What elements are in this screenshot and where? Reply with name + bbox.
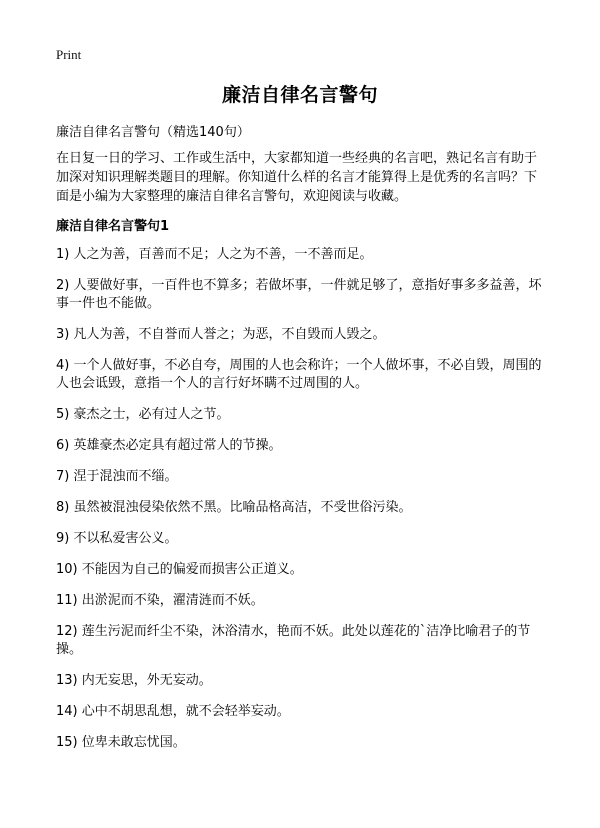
quote-item: 15) 位卑未敢忘忧国。 xyxy=(56,735,186,750)
quote-item: 13) 内无妄思，外无妄动。 xyxy=(56,673,212,688)
quote-item: 12) 莲生污泥而纤尘不染，沐浴清水，艳而不妖。此处以莲花的`洁净比喻君子的节操。 xyxy=(56,624,531,657)
intro-paragraph: 在日复一日的学习、工作或生活中，大家都知道一些经典的名言吧，熟记名言有助于加深对知识理解类题目的理解。你知道什么样的名言才能算得上是优秀的名言吗？下面是小编为大家整理的廉洁自律名言警句，欢迎阅读与收藏。 xyxy=(56,151,538,204)
quote-item: 9) 不以私爱害公义。 xyxy=(56,531,178,546)
quote-list xyxy=(56,246,548,765)
page-title: 廉洁自律名言警句 xyxy=(221,84,378,106)
quote-item: 2) 人要做好事，一百件也不算多；若做坏事，一件就足够了，意指好事多多益善，坏事一件也不能做。 xyxy=(56,278,542,311)
quote-item: 8) 虽然被混浊侵染依然不黑。比喻品格高洁，不受世俗污染。 xyxy=(56,500,412,515)
quote-item: 7) 涅于混浊而不缁。 xyxy=(56,469,178,484)
quote-item: 3) 凡人为善，不自誉而人誉之；为恶，不自毁而人毁之。 xyxy=(56,327,386,342)
section-heading: 廉洁自律名言警句1 xyxy=(56,219,170,234)
quote-item: 6) 英雄豪杰必定具有超过常人的节操。 xyxy=(56,438,282,453)
print-link[interactable]: Print xyxy=(56,47,82,62)
document-subtitle: 廉洁自律名言警句（精选140句） xyxy=(56,125,250,140)
quote-item: 10) 不能因为自己的偏爱而损害公正道义。 xyxy=(56,562,303,577)
quote-item: 4) 一个人做好事，不必自夸，周围的人也会称许；一个人做坏事，不必自毁，周围的人也会诋毁，意指一个人的言行好坏瞒不过周围的人。 xyxy=(56,358,542,391)
quote-item: 11) 出淤泥而不染，濯清涟而不妖。 xyxy=(56,593,264,608)
quote-item: 14) 心中不胡思乱想，就不会轻举妄动。 xyxy=(56,704,290,719)
quote-item: 1) 人之为善，百善而不足；人之为不善，一不善而足。 xyxy=(56,247,373,262)
quote-item: 5) 豪杰之士，必有过人之节。 xyxy=(56,407,230,422)
